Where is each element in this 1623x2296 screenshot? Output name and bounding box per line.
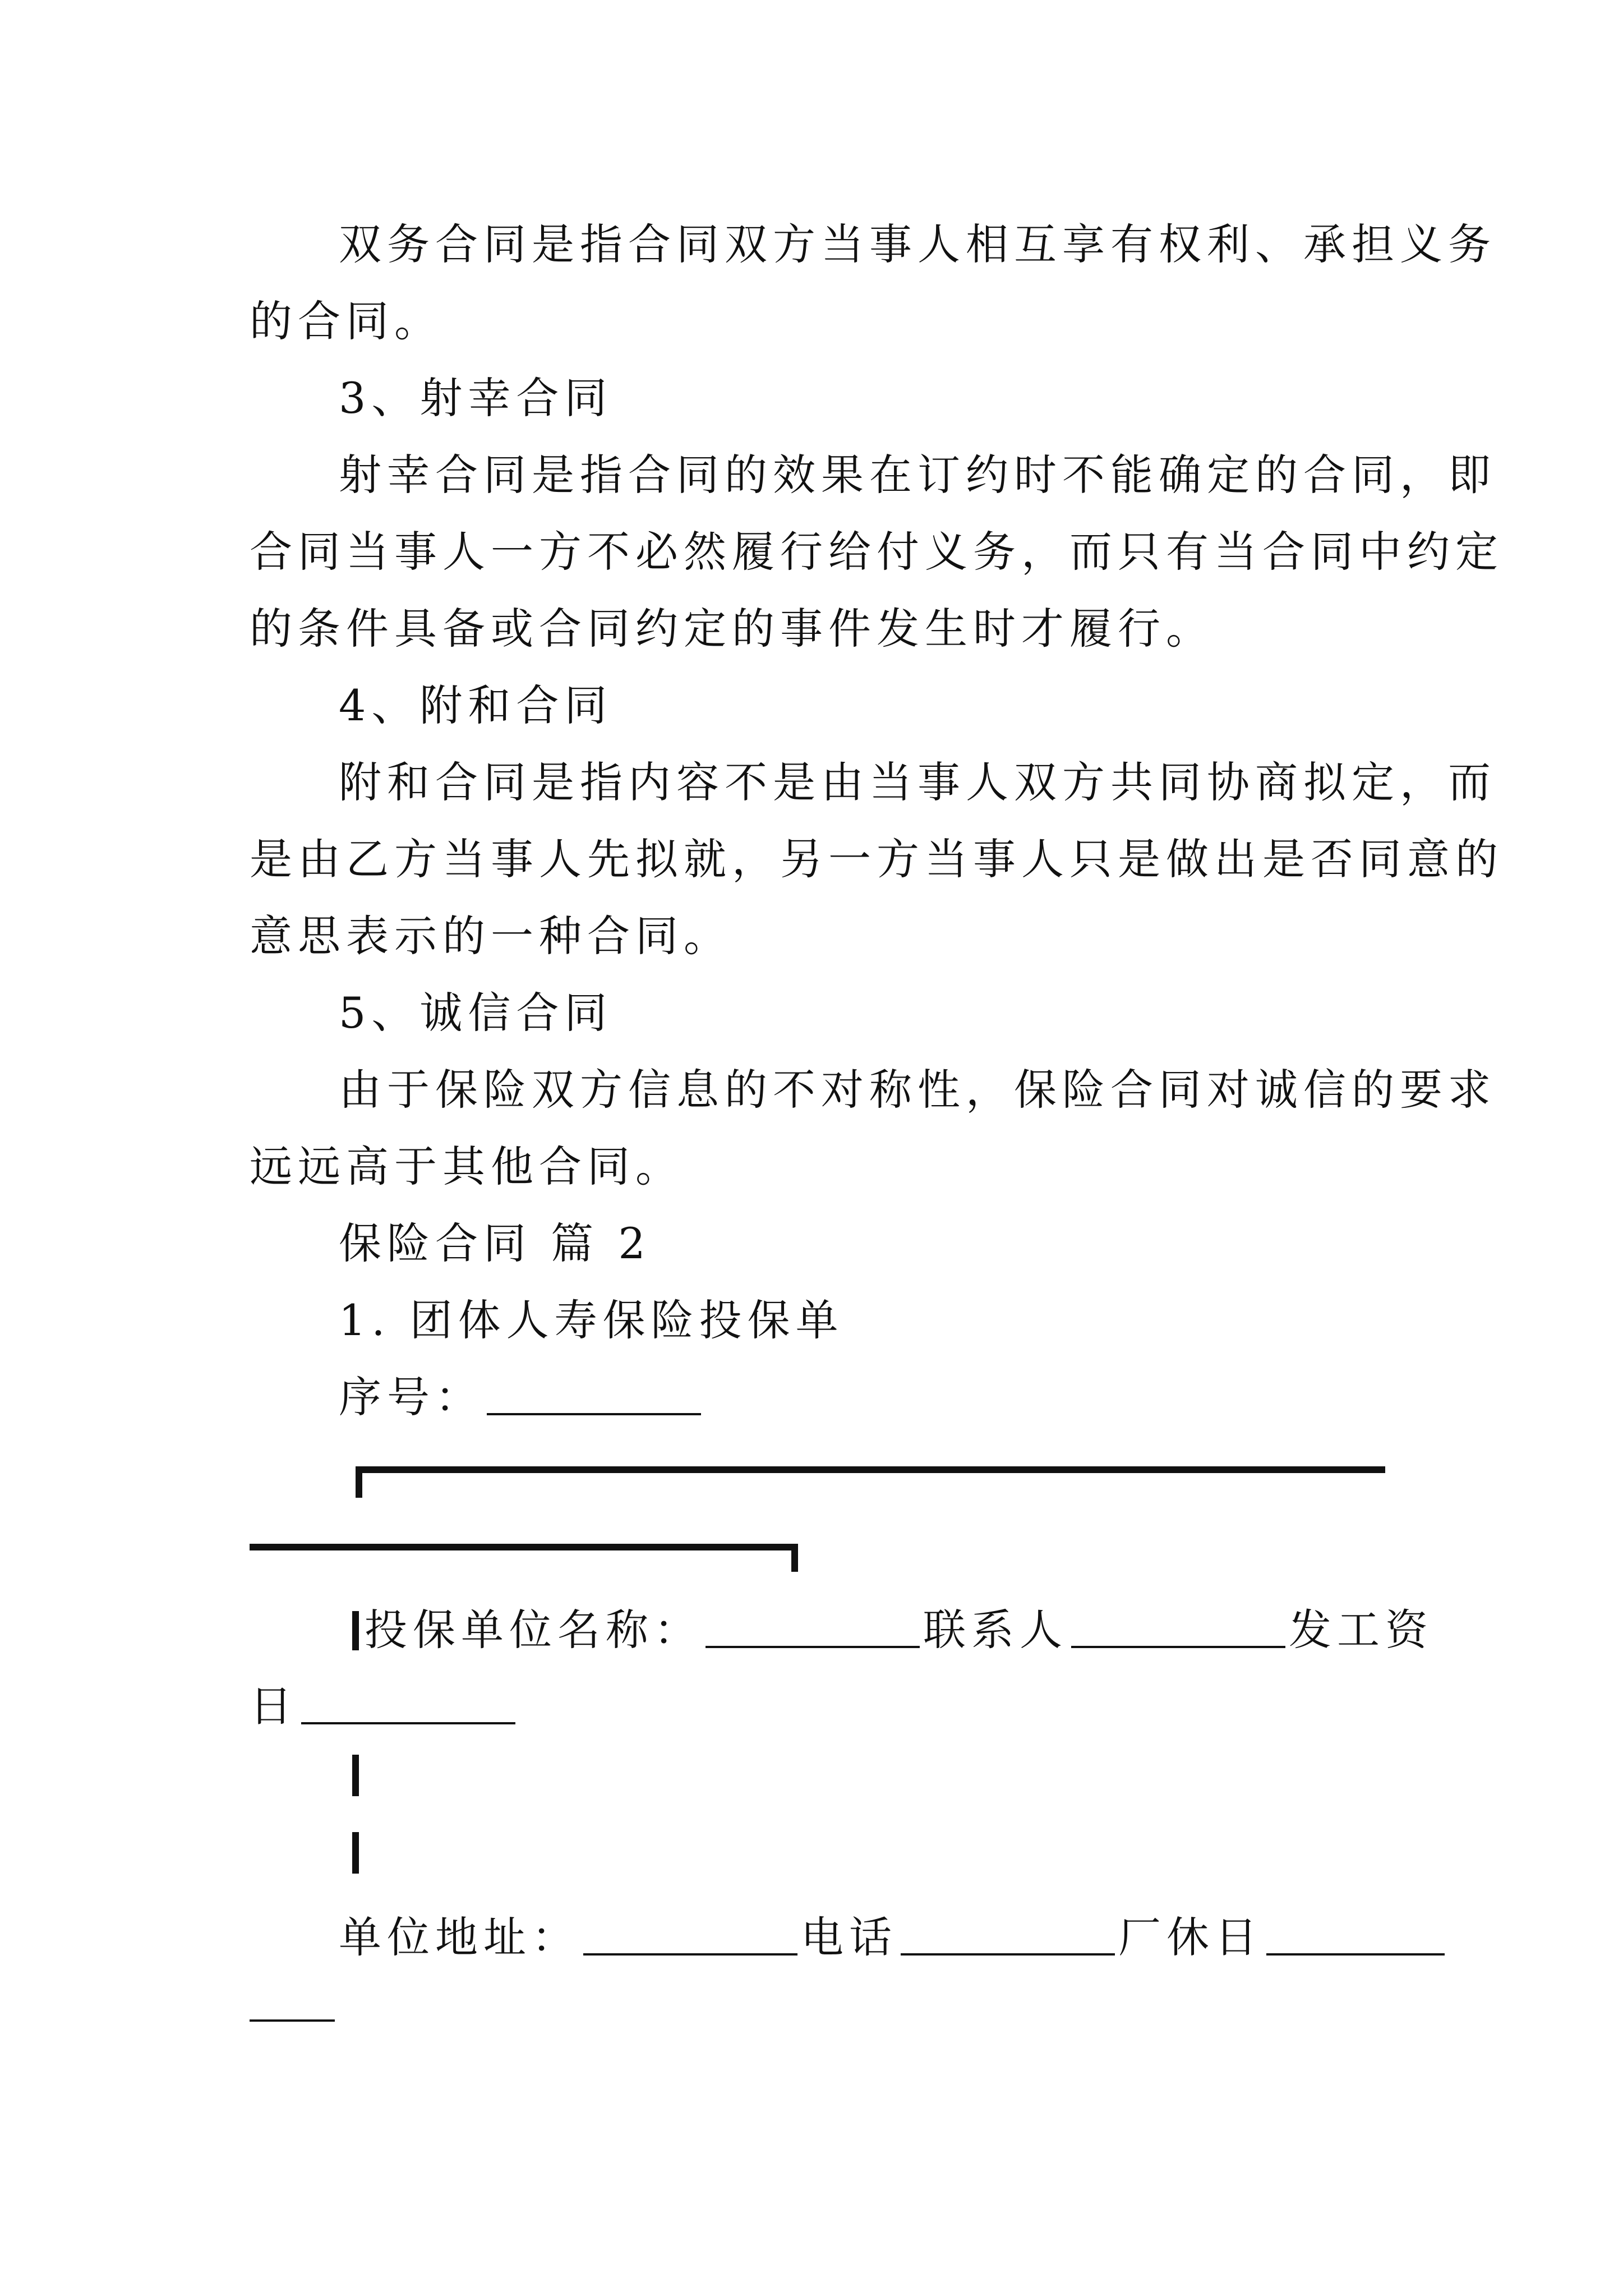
serial-label: 序号： bbox=[339, 1372, 483, 1422]
box-left-border bbox=[352, 1755, 359, 1796]
section-heading: 5、诚信合同 bbox=[339, 988, 613, 1038]
box-top-border-continued bbox=[250, 1544, 798, 1550]
payday-label: 发工资 bbox=[1289, 1605, 1433, 1655]
payday-row bbox=[250, 1681, 519, 1731]
unit-name-row bbox=[352, 1605, 1433, 1655]
box-top-border bbox=[356, 1466, 1385, 1473]
paragraph-line: 合同当事人一方不必然履行给付义务，而只有当合同中约定 bbox=[250, 527, 1504, 577]
form-title: 1. 团体人寿保险投保单 bbox=[339, 1295, 844, 1345]
section-heading: 3、射幸合同 bbox=[339, 373, 613, 423]
serial-blank[interactable] bbox=[487, 1379, 701, 1415]
payday-blank[interactable] bbox=[301, 1688, 515, 1724]
serial-number-row bbox=[339, 1372, 704, 1422]
paragraph-line: 的条件具备或合同约定的事件发生时才履行。 bbox=[250, 604, 1214, 654]
contact-blank[interactable] bbox=[1071, 1612, 1285, 1648]
section-heading: 4、附和合同 bbox=[339, 680, 613, 730]
box-left-border bbox=[352, 1611, 359, 1650]
holiday-blank[interactable] bbox=[1266, 1920, 1445, 1955]
paragraph-line: 双务合同是指合同双方当事人相互享有权利、承担义务 bbox=[339, 219, 1496, 269]
address-row bbox=[339, 1912, 1448, 1962]
paragraph-line: 意思表示的一种合同。 bbox=[250, 911, 732, 961]
contact-label: 联系人 bbox=[923, 1605, 1068, 1655]
paragraph-line: 是由乙方当事人先拟就，另一方当事人只是做出是否同意的 bbox=[250, 834, 1504, 884]
address-label: 单位地址： bbox=[339, 1912, 580, 1962]
phone-blank[interactable] bbox=[901, 1920, 1115, 1955]
box-left-border bbox=[352, 1832, 359, 1874]
article-heading: 保险合同 篇 2 bbox=[339, 1218, 651, 1268]
paragraph-line: 远远高于其他合同。 bbox=[250, 1142, 684, 1191]
payday-label-cont: 日 bbox=[250, 1681, 298, 1731]
address-blank[interactable] bbox=[583, 1920, 797, 1955]
phone-label: 电话 bbox=[801, 1912, 897, 1962]
box-corner-top-right bbox=[791, 1544, 798, 1572]
paragraph-line: 附和合同是指内容不是由当事人双方共同协商拟定，而 bbox=[339, 757, 1496, 807]
paragraph-line: 的合同。 bbox=[250, 296, 442, 346]
holiday-label: 厂休日 bbox=[1118, 1912, 1263, 1962]
unit-name-blank[interactable] bbox=[706, 1612, 920, 1648]
paragraph-line: 由于保险双方信息的不对称性，保险合同对诚信的要求 bbox=[339, 1065, 1496, 1115]
unit-name-label: 投保单位名称： bbox=[365, 1605, 702, 1655]
holiday-blank-continued[interactable] bbox=[250, 2019, 335, 2022]
paragraph-line: 射幸合同是指合同的效果在订约时不能确定的合同，即 bbox=[339, 450, 1496, 500]
